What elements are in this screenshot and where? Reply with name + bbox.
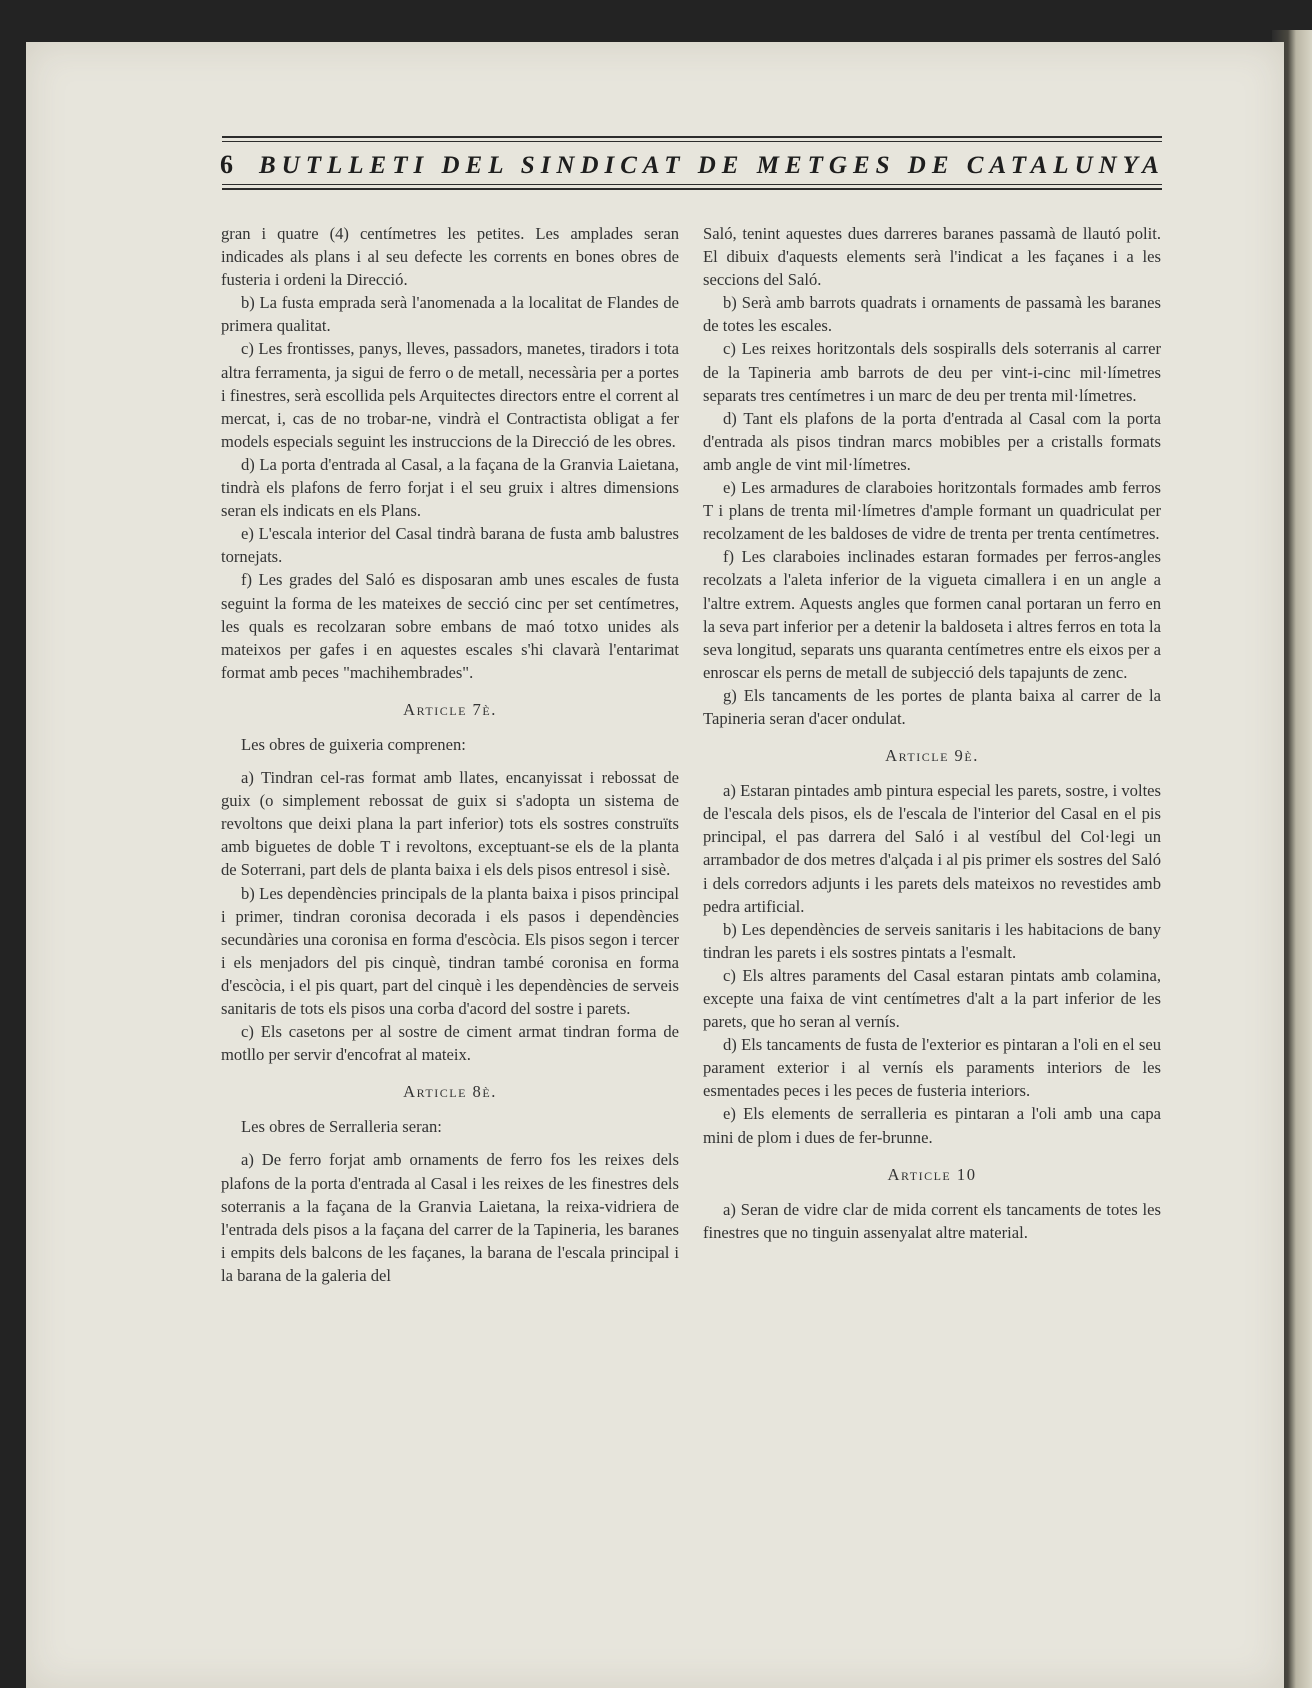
paragraph: c) Els casetons per al sostre de ciment armat tindran forma de motllo per servir d'encofrat al mateix. — [221, 1022, 679, 1065]
paragraph: c) Les reixes horitzontals dels sospiralls dels soterranis al carrer de la Tapineria amb barrots de deu per vint-i-cinc mil·límetres separats tres centímetres i un marc de deu per trenta mil·límetres. — [703, 339, 1161, 405]
paragraph: a) Estaran pintades amb pintura especial les parets, sostre, i voltes de l'escala dels pisos, els de l'escala de l'interior del Casal en el pis principal, el pas darrera del Saló i al vestíbul del Col·legi un arrambador de dos metres d'alçada i al pis primer els sostres del Saló i dels corredors adjunts i les parets dels mateixos no revestides amb pedra artificial. — [703, 781, 1161, 916]
paragraph: b) La fusta emprada serà l'anomenada a la localitat de Flandes de primera qualitat. — [221, 293, 679, 336]
paragraph: gran i quatre (4) centímetres les petites. Les amplades seran indicades als plans i al seu defecte les corrents en bones obres de fusteria i ordeni la Direcció. — [221, 224, 679, 290]
header-rule-bottom — [222, 184, 1162, 193]
paragraph: a) De ferro forjat amb ornaments de ferro fos les reixes dels plafons de la porta d'entrada al Casal i les reixes de les finestres dels soterranis a la façana de la Granvia Laietana, la reixa-vidriera de l'entrada dels pisos a la façana del carrer de la Tapineria, les baranes i empits dels balcons de les façanes, la barana de l'escala principal i la barana de la galeria del — [221, 1150, 679, 1285]
left-column — [221, 222, 679, 1287]
paragraph: c) Les frontisses, panys, lleves, passadors, manetes, tiradors i tota altra ferramenta, ja sigui de ferro o de metall, necessària per a portes i finestres, serà escollida pels Arquitectes directors entre el corrent al mercat, i, cas de no trobar-ne, vindrà el Contractista obligat a fer models especials seguint les instruccions de la Direcció de les obres. — [221, 339, 679, 451]
paragraph: c) Els altres paraments del Casal estaran pintats amb colamina, excepte una faixa de vint centímetres d'alt a la part inferior de les parets, que ho seran al vernís. — [703, 965, 1161, 1032]
article-heading: Article 7è. — [403, 699, 497, 719]
article-heading: Article 10 — [887, 1164, 977, 1184]
paragraph: d) La porta d'entrada al Casal, a la façana de la Granvia Laietana, tindrà els plafons de ferro forjat i el seu gruix i altres dimensions seran els indicats en els Plans. — [221, 454, 679, 521]
paragraph: e) Les armadures de claraboies horitzontals formades amb ferros T i plans de trenta mil·límetres d'ample formant un quadriculat per recolzament de les baldoses de vidre de trenta per trenta centímetres. — [703, 478, 1161, 544]
header-rule-top — [222, 136, 1162, 145]
paragraph: f) Les claraboies inclinades estaran formades per ferros-angles recolzats a l'aleta inferior de la vigueta cimallera i en un angle a l'altre extrem. Aquests angles que formen canal portaran un ferro en la seva part inferior per a detenir la baldoseta i altres ferros en tota la seva longitud, separats uns quaranta centímetres entre els eixos per a enroscar els perns de metall de subjecció dels tapajunts de zenc. — [703, 547, 1161, 682]
paragraph: a) Tindran cel-ras format amb llates, encanyissat i rebossat de guix (o simplement rebossat de guix si s'adopta un sistema de revoltons que deixi plana la part inferior) tots els sostres construïts amb biguetes de doble T i revoltons, exceptuant-se els de la planta de Soterrani, part dels de planta baixa i els dels pisos entresol i sisè. — [221, 768, 679, 880]
paragraph: e) L'escala interior del Casal tindrà barana de fusta amb balustres tornejats. — [221, 524, 679, 567]
paragraph: f) Les grades del Saló es disposaran amb unes escales de fusta seguint la forma de les mateixes de secció cinc per set centímetres, les quals es recolzaran sobre embans de maó totxo unides als mateixos per gafes i en aquestes escales s'hi clavarà l'entarimat format amb peces "machihembrades". — [221, 570, 679, 682]
paragraph: b) Serà amb barrots quadrats i ornaments de passamà les baranes de totes les escales. — [703, 293, 1161, 336]
page-number: 6 — [220, 150, 233, 179]
paragraph: g) Els tancaments de les portes de planta baixa al carrer de la Tapineria seran d'acer ondulat. — [703, 685, 1161, 728]
paragraph: b) Les dependències de serveis sanitaris i les habitacions de bany tindran les parets i els sostres pintats a l'esmalt. — [703, 919, 1161, 962]
paragraph: a) Seran de vidre clar de mida corrent els tancaments de totes les finestres que no tinguin assenyalat altre material. — [703, 1199, 1161, 1242]
article-intro: Les obres de Serralleria seran: — [241, 1117, 442, 1137]
article-heading: Article 9è. — [885, 746, 979, 766]
paragraph: e) Els elements de serralleria es pintaran a l'oli amb una capa mini de plom i dues de fer-brunne. — [703, 1104, 1161, 1147]
article-intro: Les obres de guixeria comprenen: — [241, 734, 466, 754]
paragraph: Saló, tenint aquestes dues darreres baranes passamà de llautó polit. El dibuix d'aquests elements serà l'indicat a les façanes i a les seccions del Saló. — [703, 224, 1161, 290]
article-heading: Article 8è. — [403, 1082, 497, 1102]
paragraph: b) Les dependències principals de la planta baixa i pisos principal i primer, tindran coronisa decorada i els pasos i dependències secundàries una coronisa en forma d'escòcia. Els pisos segon i tercer i els menjadors del pis cinquè, tindran també coronisa en forma d'escòcia, i el pis quart, part del cinquè i les dependències de serveis sanitaris de tots els pisos una corba d'acord del sostre i parets. — [221, 883, 679, 1018]
running-header — [220, 150, 1164, 182]
right-column — [703, 222, 1161, 1244]
paragraph: d) Els tancaments de fusta de l'exterior es pintaran a l'oli en el seu parament exterior i al vernís els paraments interiors de les esmentades peces i les peces de fusteria interiors. — [703, 1035, 1161, 1101]
journal-title: BUTLLETI DEL SINDICAT DE METGES DE CATALUNYA — [259, 152, 1165, 179]
paragraph: d) Tant els plafons de la porta d'entrada al Casal com la porta d'entrada als pisos tindran marcs mobibles per a cristalls formats amb angle de vint mil·límetres. — [703, 408, 1161, 474]
